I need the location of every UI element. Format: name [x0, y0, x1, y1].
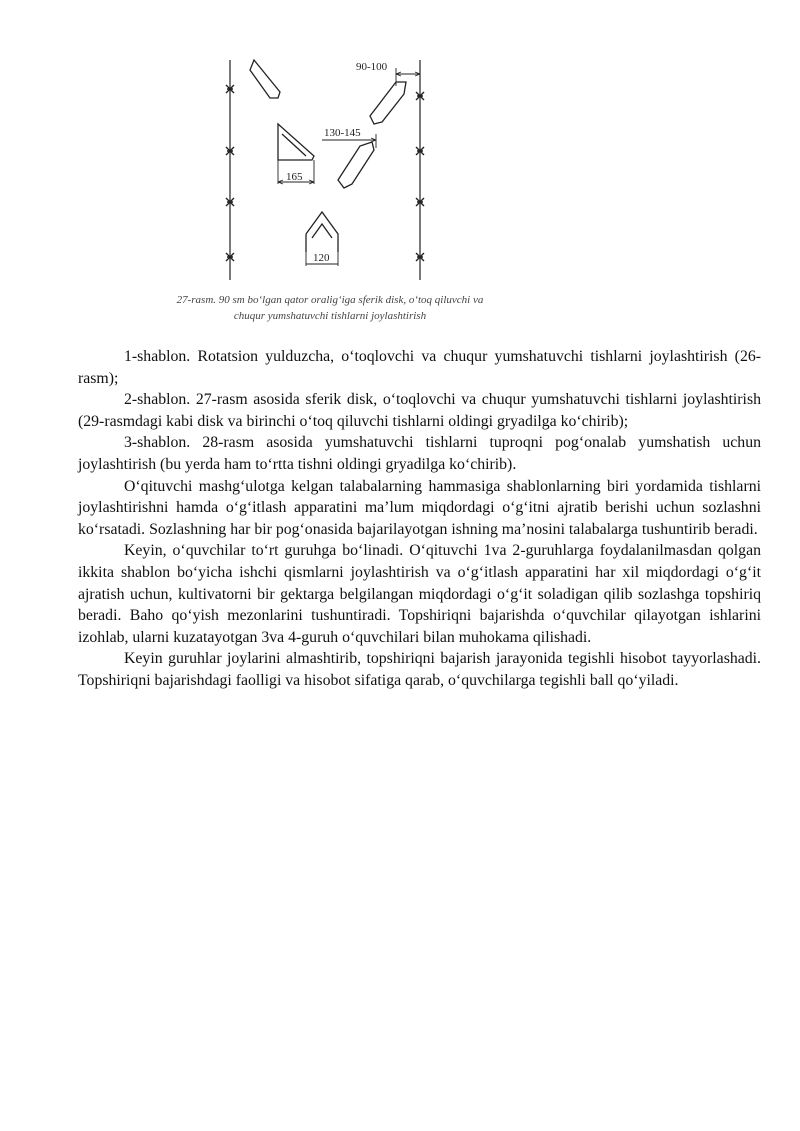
paragraph-teacher-demo: O‘qituvchi mashg‘ulotga kelgan talabalarning hammasiga shablonlarning biri yordamida tishlarni joylashtirishni hamda o‘g‘itlash apparatini ma’lum miqdordagi o‘g‘itni ajratib berishi uchun sozlashni ko‘rsatadi. Sozlashning har bir pog‘onasida bajarilayotgan ishning ma’nosini talabalarga tushuntirib beradi.: [78, 477, 761, 538]
paragraph-template-1: 1-shablon. Rotatsion yulduzcha, o‘toqlovchi va chuqur yumshatuvchi tishlarni joylashtirish (26-rasm);: [78, 348, 761, 387]
tine-middle-right: [338, 142, 374, 188]
figure-caption-line-2: chuqur yumshatuvchi tishlarni joylashtirish: [233, 310, 427, 322]
dimension-left-width-label: 165: [286, 171, 303, 183]
tine-arrangement-diagram: [210, 52, 440, 284]
paragraph-template-3: 3-shablon. 28-rasm asosida yumshatuvchi tishlarni tuproqni pog‘onalab yumshatish uchun joylashtirish (bu yerda ham to‘rtta tishni oldingi gryadilga ko‘chirib).: [78, 434, 761, 473]
paragraph-report: Keyin guruhlar joylarini almashtirib, topshiriqni bajarish jarayonida tegishli hisobot tayyorlashadi. Topshiriqni bajarishdagi faolligi va hisobot sifatiga qarab, o‘quvchilarga tegishli ball qo‘yiladi.: [78, 650, 761, 689]
paragraph-template-2: 2-shablon. 27-rasm asosida sferik disk, o‘toqlovchi va chuqur yumshatuvchi tishlarni joylashtirish (29-rasmdagi kabi disk va birinchi o‘toq qiluvchi tishlarni oldingi gryadilga ko‘chirib);: [78, 391, 761, 430]
dimension-bottom-label: 120: [313, 252, 330, 264]
dimension-middle-label: 130-145: [324, 127, 361, 139]
tine-bottom-arrow: [306, 212, 338, 252]
tine-middle-left: [278, 124, 314, 160]
tine-top-right: [370, 82, 406, 124]
tine-top-left: [250, 60, 280, 98]
paragraph-groups: Keyin, o‘quvchilar to‘rt guruhga bo‘linadi. O‘qituvchi 1va 2-guruhlarga foydalanilmasdan qolgan ikkita shablon bo‘yicha ishchi qismlarni joylashtirish va o‘g‘itlash apparatini har xil miqdordagi o‘g‘it ajratish uchun, kultivatorni bir gektarga belgilangan miqdordagi o‘g‘it soladigan qilib sozlashga topshiriq beradi. Baho qo‘yish mezonlarini tushuntiradi. Topshiriqni bajarishda o‘quvchilar qilayotgan ishlarini izohlab, ularni kuzatayotgan 3va 4-guruh o‘quvchilari bilan muhokama qilishadi.: [78, 542, 761, 646]
dimension-top-right-label: 90-100: [356, 61, 388, 73]
figure-caption-line-1: 27-rasm. 90 sm bo‘lgan qator oralig‘iga sferik disk, o‘toq qiluvchi va: [176, 294, 484, 306]
body-text: [78, 346, 761, 692]
dimension-top-right: [396, 68, 420, 86]
